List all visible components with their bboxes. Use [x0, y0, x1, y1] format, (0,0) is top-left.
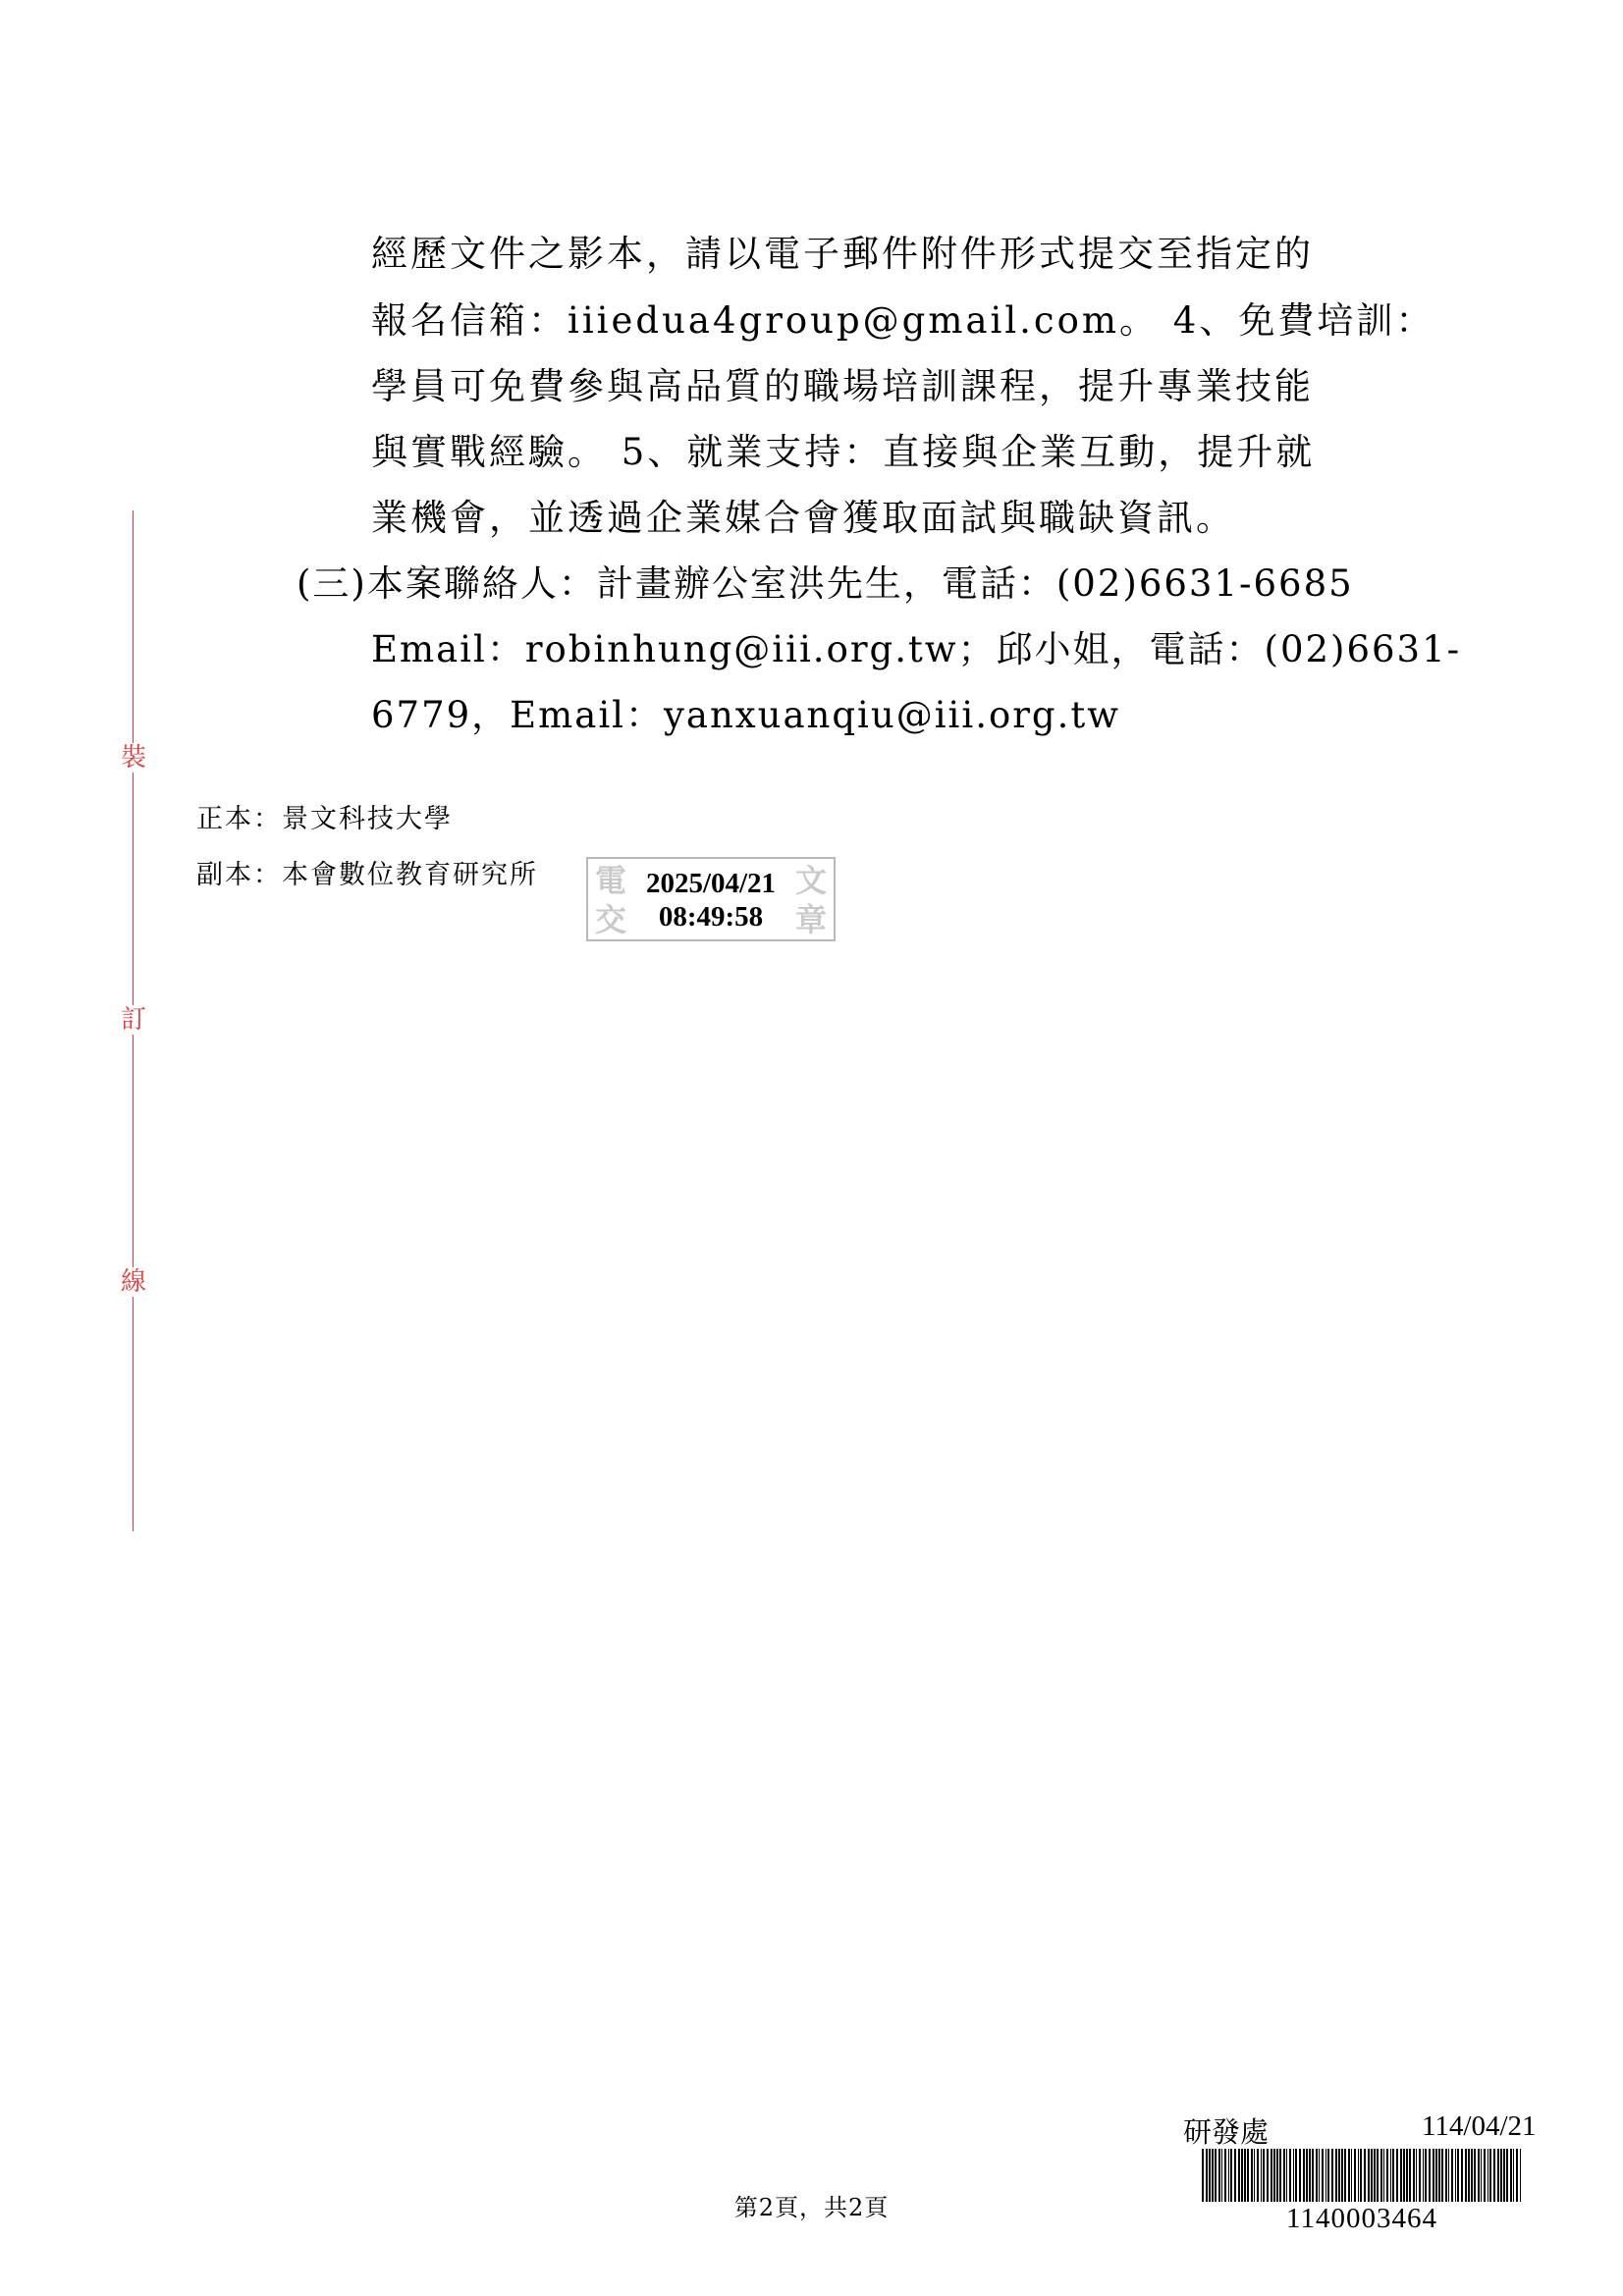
barcode-bar [1451, 2149, 1453, 2202]
barcode-number: 1140003464 [1286, 2203, 1437, 2234]
barcode-bar [1435, 2149, 1437, 2202]
copy-recipient: 副本：本會數位教育研究所 [196, 860, 538, 890]
barcode-bar [1445, 2149, 1447, 2202]
barcode-bar [1228, 2149, 1229, 2202]
stamp-bg-left-bottom: 交 [594, 901, 626, 938]
barcode-bar [1433, 2149, 1434, 2202]
stamp-bg-right-top: 文 [794, 862, 827, 899]
barcode-bar [1516, 2149, 1518, 2202]
barcode-bar [1441, 2149, 1443, 2202]
barcode-bar [1283, 2149, 1285, 2202]
barcode-bar [1244, 2149, 1246, 2202]
barcode-bar [1386, 2149, 1388, 2202]
barcode-bar [1448, 2149, 1449, 2202]
barcode-bar [1351, 2149, 1352, 2202]
barcode-bar [1497, 2149, 1499, 2202]
barcode-bar [1238, 2149, 1240, 2202]
barcode-bar [1474, 2149, 1476, 2202]
barcode-bar [1261, 2149, 1262, 2202]
barcode-bar [1230, 2149, 1232, 2202]
barcode-bar [1276, 2149, 1278, 2202]
barcode-bar [1368, 2149, 1370, 2202]
page-number: 第2頁，共2頁 [733, 2194, 890, 2221]
barcode-bar [1380, 2149, 1382, 2202]
barcode-bar [1279, 2149, 1281, 2202]
barcode-bar [1457, 2149, 1459, 2202]
barcode-bar [1371, 2149, 1373, 2202]
barcode-bar [1438, 2149, 1440, 2202]
barcode-bar [1319, 2149, 1320, 2202]
barcode-bar [1295, 2149, 1297, 2202]
stamp-date: 2025/04/21 [645, 868, 777, 899]
barcode-bar [1481, 2149, 1482, 2202]
barcode-bar [1215, 2149, 1217, 2202]
barcode-bar [1224, 2149, 1226, 2202]
barcode-bar [1344, 2149, 1346, 2202]
body-line-3: 學員可免費參與高品質的職場培訓課程，提升專業技能 [371, 365, 1314, 407]
barcode-bar [1354, 2149, 1356, 2202]
barcode-bar [1289, 2149, 1291, 2202]
barcode-bar [1396, 2149, 1398, 2202]
stamp-bg-right-bottom: 章 [794, 901, 827, 938]
body-line-4: 與實戰經驗。 5、就業支持：直接與企業互動，提升就 [371, 431, 1316, 473]
barcode-bar [1218, 2149, 1220, 2202]
barcode-bar [1503, 2149, 1505, 2202]
barcode-bar [1403, 2149, 1405, 2202]
barcode-bar [1257, 2149, 1259, 2202]
contact-line-2: Email：robinhung@iii.org.tw；邱小姐，電話：(02)6631- [371, 628, 1462, 670]
barcode-bar [1510, 2149, 1512, 2202]
barcode-bar [1325, 2149, 1326, 2202]
binding-char-zhuang: 裝 [120, 743, 146, 773]
barcode-bar [1322, 2149, 1324, 2202]
binding-char-xian: 線 [120, 1267, 146, 1297]
body-line-2: 報名信箱：iiiedua4group@gmail.com。 4、免費培訓： [371, 299, 1435, 342]
barcode-bar [1331, 2149, 1333, 2202]
binding-char-ding: 訂 [120, 1005, 146, 1035]
barcode-bar [1212, 2149, 1214, 2202]
barcode-bar [1406, 2149, 1408, 2202]
barcode-bar [1374, 2149, 1376, 2202]
barcode-bar [1335, 2149, 1337, 2202]
barcode-bar [1338, 2149, 1340, 2202]
barcode-bar [1400, 2149, 1402, 2202]
barcode-bar [1247, 2149, 1249, 2202]
barcode-bar [1489, 2149, 1491, 2202]
barcode-bar [1312, 2149, 1314, 2202]
barcode-bar [1358, 2149, 1359, 2202]
barcode-bar [1500, 2149, 1502, 2202]
barcode-bar [1254, 2149, 1255, 2202]
barcode-bar [1327, 2149, 1329, 2202]
barcode-bar [1409, 2149, 1411, 2202]
barcode-bar [1306, 2149, 1308, 2202]
barcode-bar [1484, 2149, 1486, 2202]
barcode-bar [1471, 2149, 1473, 2202]
stamp-time: 08:49:58 [658, 901, 764, 933]
barcode-bar [1316, 2149, 1318, 2202]
barcode-bar [1423, 2149, 1424, 2202]
barcode-bar [1206, 2149, 1208, 2202]
barcode-bar [1364, 2149, 1366, 2202]
barcode-bar [1419, 2149, 1421, 2202]
issue-date: 114/04/21 [1422, 2110, 1537, 2142]
barcode-bar [1425, 2149, 1427, 2202]
issuing-department: 研發處 [1183, 2115, 1270, 2149]
barcode-bar [1303, 2149, 1305, 2202]
barcode-bar [1390, 2149, 1391, 2202]
original-recipient: 正本：景文科技大學 [196, 804, 453, 834]
barcode-bar [1513, 2149, 1514, 2202]
barcode-bar [1465, 2149, 1467, 2202]
barcode-bar [1392, 2149, 1394, 2202]
barcode-bar [1263, 2149, 1265, 2202]
barcode-bar [1383, 2149, 1384, 2202]
barcode-bar [1234, 2149, 1236, 2202]
barcode-bar [1416, 2149, 1417, 2202]
barcode-bar [1478, 2149, 1480, 2202]
barcode-bar [1413, 2149, 1415, 2202]
barcode-bar [1468, 2149, 1470, 2202]
barcode-bar [1429, 2149, 1431, 2202]
electronic-exchange-stamp [586, 857, 836, 941]
stamp-bg-left-top: 電 [594, 862, 626, 899]
barcode-bar [1241, 2149, 1243, 2202]
barcode-bar [1455, 2149, 1456, 2202]
barcode-bar [1461, 2149, 1463, 2202]
contact-line-1: (三)本案聯絡人：計畫辦公室洪先生，電話：(02)6631-6685 [297, 562, 1354, 605]
body-line-5: 業機會，並透過企業媒合會獲取面試與職缺資訊。 [371, 497, 1235, 539]
contact-line-3: 6779，Email：yanxuanqiu@iii.org.tw [371, 694, 1120, 736]
barcode-bar [1209, 2149, 1211, 2202]
barcode [1202, 2149, 1522, 2202]
barcode-bar [1271, 2149, 1272, 2202]
barcode-bar [1348, 2149, 1350, 2202]
barcode-bar [1520, 2149, 1521, 2202]
barcode-bar [1221, 2149, 1222, 2202]
barcode-bar [1377, 2149, 1379, 2202]
body-line-1: 經歷文件之影本，請以電子郵件附件形式提交至指定的 [371, 233, 1314, 275]
barcode-bar [1202, 2149, 1204, 2202]
barcode-bar [1293, 2149, 1294, 2202]
barcode-bar [1273, 2149, 1275, 2202]
barcode-bar [1360, 2149, 1362, 2202]
barcode-bar [1506, 2149, 1508, 2202]
barcode-bar [1299, 2149, 1301, 2202]
barcode-bar [1341, 2149, 1343, 2202]
barcode-bar [1309, 2149, 1311, 2202]
barcode-bar [1251, 2149, 1253, 2202]
barcode-bar [1493, 2149, 1495, 2202]
barcode-bar [1286, 2149, 1287, 2202]
barcode-bar [1267, 2149, 1269, 2202]
